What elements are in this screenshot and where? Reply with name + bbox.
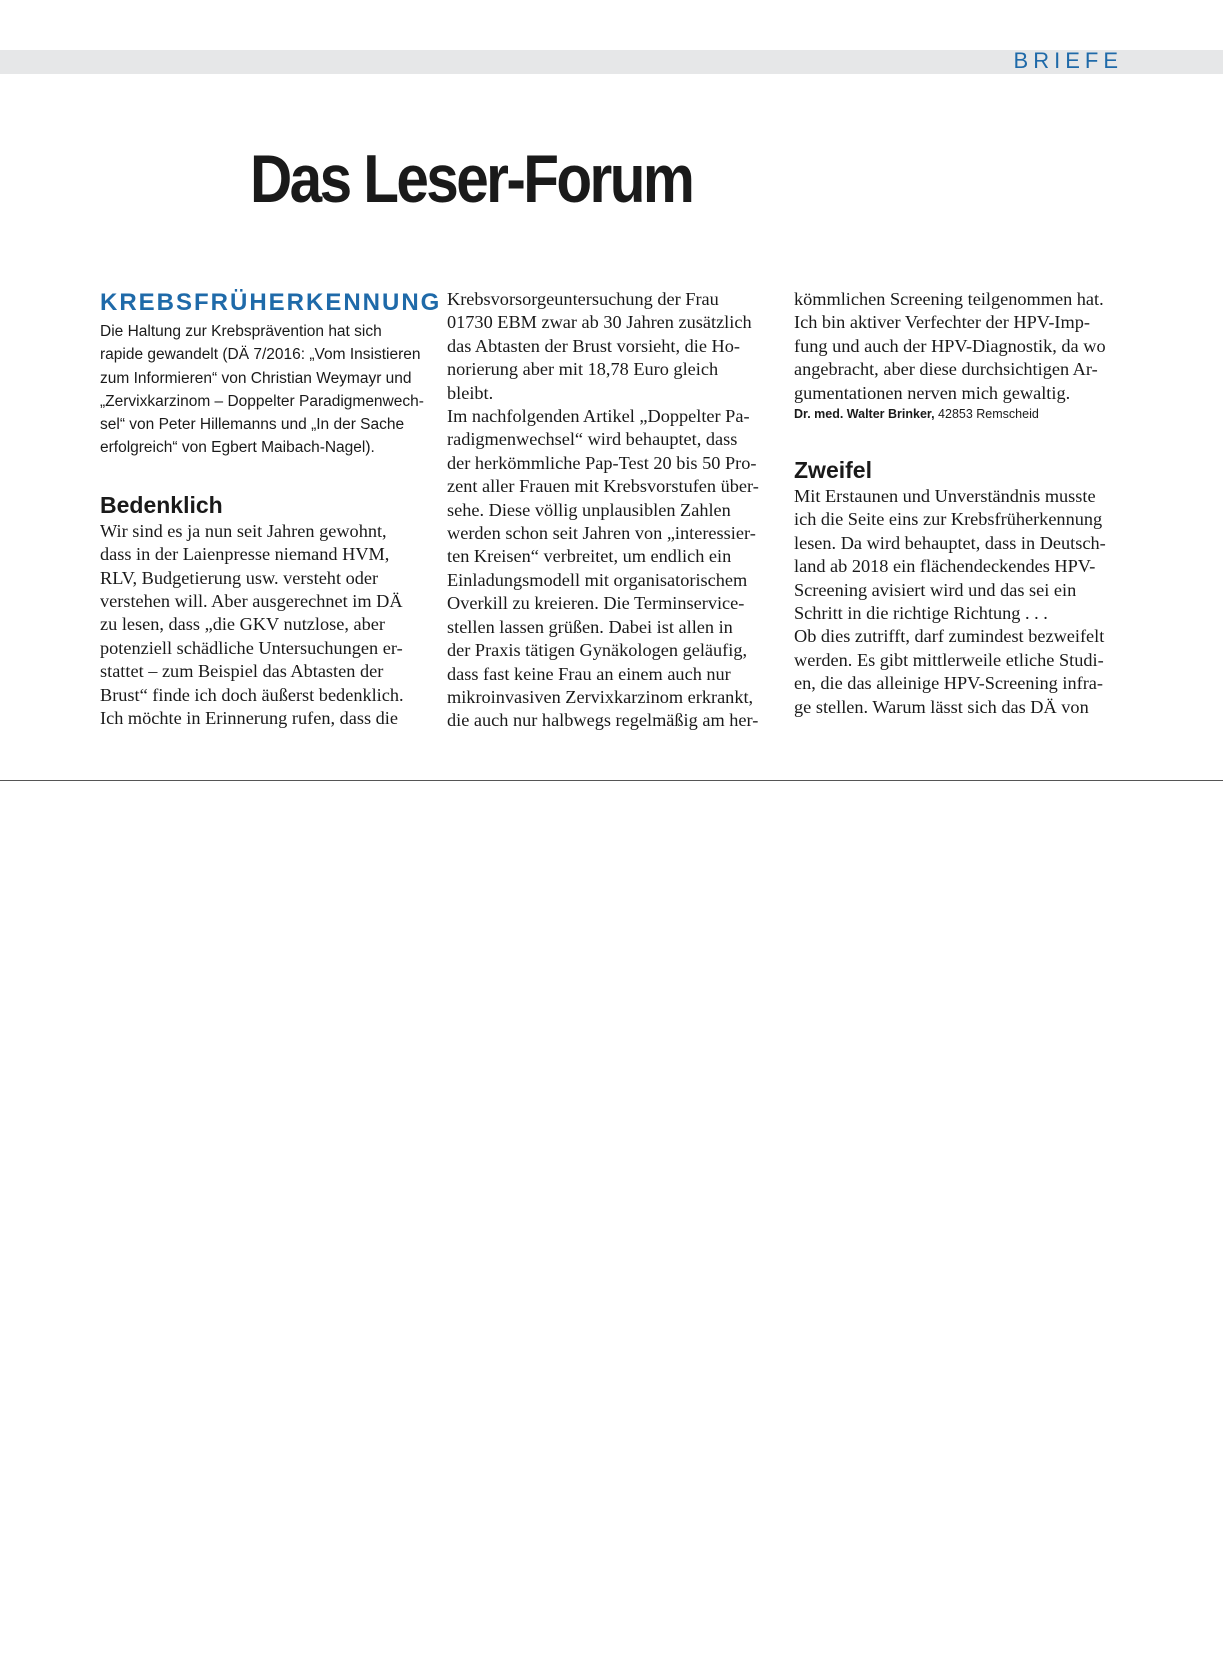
intro-line: rapide gewandelt (DÄ 7/2016: „Vom Insistieren: [100, 346, 421, 364]
body-line: Brust“ finde ich doch äußerst bedenklich.: [100, 684, 404, 705]
body-line: angebracht, aber diese durchsichtigen Ar-: [794, 359, 1098, 380]
letter-body: [100, 520, 430, 731]
body-line: zu lesen, dass „die GKV nutzlose, aber: [100, 614, 385, 635]
body-line: RLV, Budgetierung usw. versteht oder: [100, 567, 379, 588]
body-line: dass in der Laienpresse niemand HVM,: [100, 544, 390, 565]
body-line: bleibt.: [447, 382, 494, 403]
body-line: ich die Seite eins zur Krebsfrüherkennung: [794, 509, 1103, 530]
body-line: ge stellen. Warum lässt sich das DÄ von: [794, 696, 1089, 717]
signature-name: Dr. med. Walter Brinker,: [794, 407, 935, 422]
body-line: sehe. Diese völlig unplausiblen Zahlen: [447, 499, 731, 520]
body-line: Ich bin aktiver Verfechter der HPV-Imp-: [794, 312, 1090, 333]
signature-place: 42853 Remscheid: [938, 407, 1039, 422]
letter-signature: [794, 407, 1124, 421]
letter-heading-zweifel: Zweifel: [794, 457, 872, 484]
intro-line: sel“ von Peter Hillemanns und „In der Sache: [100, 416, 405, 434]
body-line: verstehen will. Aber ausgerechnet im DÄ: [100, 591, 403, 611]
body-line: Ich möchte in Erinnerung rufen, dass die: [100, 708, 398, 729]
body-line: werden schon seit Jahren von „interessier-: [447, 523, 756, 544]
letter-body: [447, 288, 777, 733]
letter-body: [794, 288, 1124, 405]
body-line: zent aller Frauen mit Krebsvorstufen über-: [447, 476, 759, 497]
body-line: die auch nur halbwegs regelmäßig am her-: [447, 710, 759, 731]
body-line: land ab 2018 ein flächendeckendes HPV-: [794, 556, 1096, 577]
body-line: der Praxis tätigen Gynäkologen geläufig,: [447, 640, 748, 661]
body-line: gumentationen nerven mich gewaltig.: [794, 382, 1071, 403]
body-line: 01730 EBM zwar ab 30 Jahren zusätzlich: [447, 312, 752, 333]
body-line: stellen lassen grüßen. Dabei ist allen in: [447, 616, 733, 637]
divider-rule: [0, 780, 1223, 781]
body-line: Krebsvorsorgeuntersuchung der Frau: [447, 289, 719, 309]
intro-line: „Zervixkarzinom – Doppelter Paradigmenwech-: [100, 392, 424, 410]
body-line: werden. Es gibt mittlerweile etliche Studi-: [794, 649, 1104, 670]
body-line: Screening avisiert wird und das sei ein: [794, 579, 1077, 600]
body-line: en, die das alleinige HPV-Screening infra-: [794, 673, 1103, 694]
body-line: potenziell schädliche Untersuchungen er-: [100, 637, 403, 658]
column-2: [447, 288, 777, 733]
intro-line: Die Haltung zur Krebsprävention hat sich: [100, 323, 382, 340]
body-line: Ob dies zutrifft, darf zumindest bezweifelt: [794, 626, 1105, 647]
body-line: norierung aber mit 18,78 Euro gleich: [447, 359, 719, 380]
body-line: stattet – zum Beispiel das Abtasten der: [100, 661, 384, 682]
body-line: das Abtasten der Brust vorsieht, die Ho-: [447, 335, 740, 356]
body-line: kömmlichen Screening teilgenommen hat.: [794, 289, 1104, 309]
letter-heading-bedenklich: Bedenklich: [100, 491, 223, 518]
topic-kicker: KREBSFRÜHERKENNUNG: [100, 289, 442, 316]
body-line: Overkill zu kreieren. Die Terminservice-: [447, 593, 745, 614]
body-line: fung und auch der HPV-Diagnostik, da wo: [794, 335, 1106, 356]
letter-body: [794, 485, 1124, 719]
body-line: ten Kreisen“ verbreitet, um endlich ein: [447, 546, 732, 567]
body-line: mikroinvasiven Zervixkarzinom erkrankt,: [447, 686, 754, 707]
column-1: [100, 288, 442, 730]
intro-line: zum Informieren“ von Christian Weymayr und: [100, 369, 412, 387]
body-line: Mit Erstaunen und Unverständnis musste: [794, 486, 1096, 507]
body-line: Im nachfolgenden Artikel „Doppelter Pa-: [447, 406, 750, 427]
body-line: Schritt in die richtige Richtung . . .: [794, 603, 1048, 624]
page-title: Das Leser-Forum: [250, 141, 693, 217]
intro-line: erfolgreich“ von Egbert Maibach-Nagel).: [100, 439, 375, 457]
body-line: der herkömmliche Pap-Test 20 bis 50 Pro-: [447, 452, 757, 473]
body-line: radigmenwechsel“ wird behauptet, dass: [447, 429, 738, 450]
section-label: BRIEFE: [1013, 48, 1123, 73]
body-line: Einladungsmodell mit organisatorischem: [447, 569, 748, 590]
body-line: dass fast keine Frau an einem auch nur: [447, 663, 731, 684]
body-line: Wir sind es ja nun seit Jahren gewohnt,: [100, 520, 387, 541]
body-line: lesen. Da wird behauptet, dass in Deutsch-: [794, 532, 1106, 553]
column-3: [794, 288, 1124, 719]
intro-text: [100, 320, 430, 460]
